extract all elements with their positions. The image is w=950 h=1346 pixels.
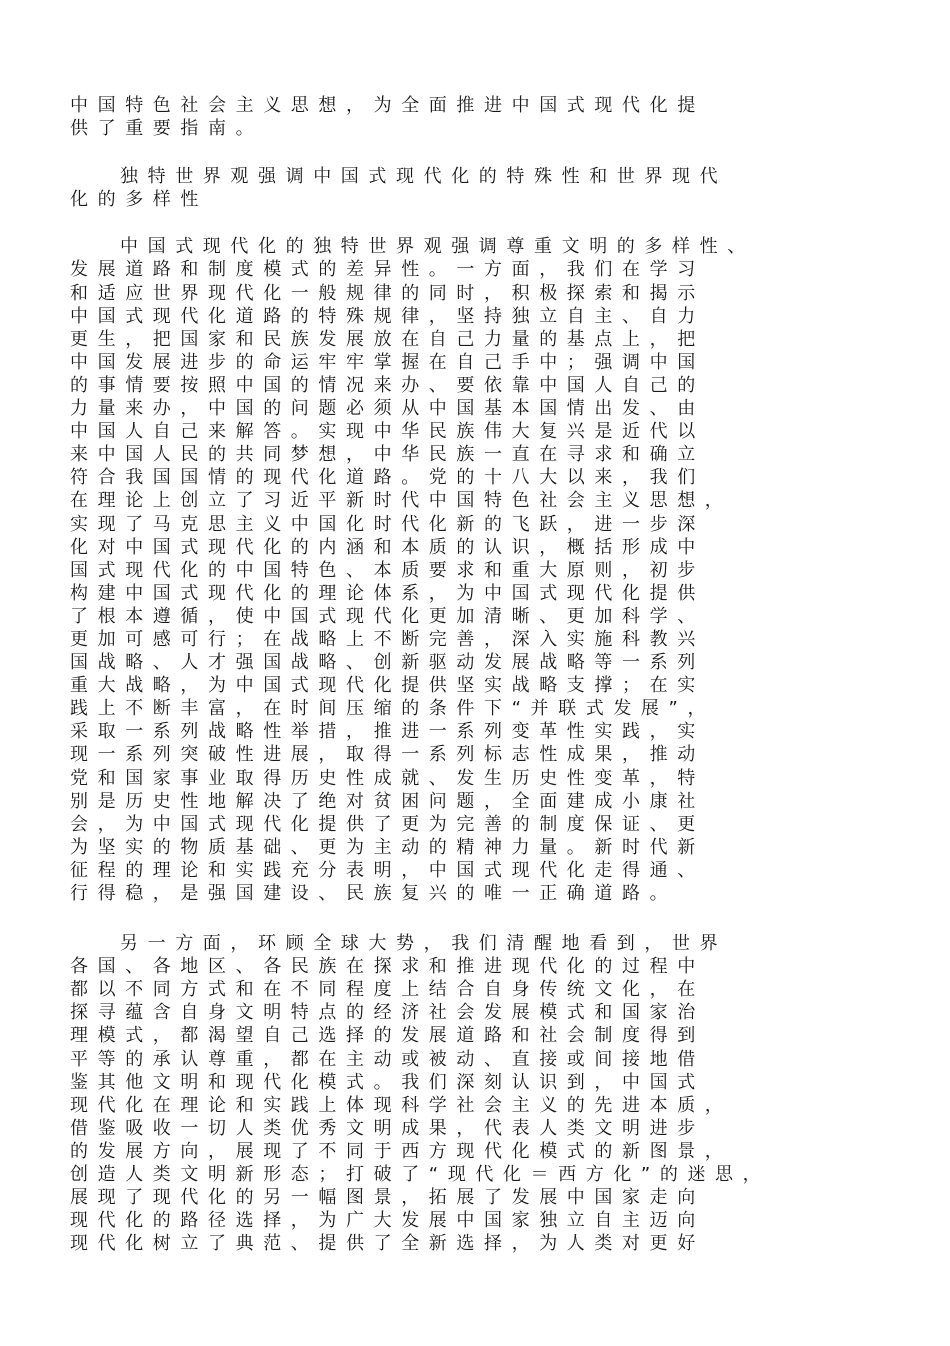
text-line: 的事情要按照中国的情况来办、要依靠中国人自己的 (70, 374, 705, 396)
heading-line: 化的多样性 (70, 189, 208, 211)
text-line: 鉴其他文明和现代化模式。我们深刻认识到，中国式 (70, 1071, 705, 1093)
text-line: 现一系列突破性进展，取得一系列标志性成果，推动 (70, 744, 705, 766)
text-line: 平等的承认尊重，都在主动或被动、直接或间接地借 (70, 1048, 705, 1070)
text-line: 中国人自己来解答。实现中华民族伟大复兴是近代以 (70, 421, 705, 443)
text-line: 各国、各地区、各民族在探求和推进现代化的过程中 (70, 956, 705, 978)
text-line: 供了重要指南。 (70, 118, 264, 140)
text-line: 展现了现代化的另一幅图景，拓展了发展中国家走向 (70, 1187, 705, 1209)
text-line: 中国式现代化的独特世界观强调尊重文明的多样性、 (120, 236, 755, 258)
text-line: 发展道路和制度模式的差异性。一方面，我们在学习 (70, 259, 705, 281)
text-line: 和适应世界现代化一般规律的同时，积极探索和揭示 (70, 282, 705, 304)
text-line: 了根本遵循，使中国式现代化更加清晰、更加科学、 (70, 605, 705, 627)
text-line: 党和国家事业取得历史性成就、发生历史性变革，特 (70, 767, 705, 789)
text-line: 符合我国国情的现代化道路。党的十八大以来，我们 (70, 467, 705, 489)
text-line: 力量来办，中国的问题必须从中国基本国情出发、由 (70, 398, 705, 420)
text-line: 更生，把国家和民族发展放在自己力量的基点上，把 (70, 328, 705, 350)
text-line: 采取一系列战略性举措，推进一系列变革性实践，实 (70, 721, 705, 743)
text-line: 更加可感可行；在战略上不断完善，深入实施科教兴 (70, 628, 705, 650)
heading-line: 独特世界观强调中国式现代化的特殊性和世界现代 (120, 166, 728, 188)
opening-paragraph (70, 94, 870, 140)
text-line: 行得稳，是强国建设、民族复兴的唯一正确道路。 (70, 883, 678, 904)
text-line: 探寻蕴含自身文明特点的经济社会发展模式和国家治 (70, 1002, 705, 1024)
text-line: 中国式现代化道路的特殊规律，坚持独立自主、自力 (70, 305, 705, 327)
text-line: 借鉴吸收一切人类优秀文明成果，代表人类文明进步 (70, 1117, 705, 1139)
text-line: 化对中国式现代化的内涵和本质的认识，概括形成中 (70, 536, 705, 558)
text-line: 践上不断丰富，在时间压缩的条件下“并联式发展”， (70, 698, 716, 720)
text-line: 现代化树立了典范、提供了全新选择，为人类对更好 (70, 1233, 705, 1255)
text-line: 构建中国式现代化的理论体系，为中国式现代化提供 (70, 582, 705, 604)
text-line: 别是历史性地解决了绝对贫困问题，全面建成小康社 (70, 790, 705, 812)
text-line: 为坚实的物质基础、更为主动的精神力量。新时代新 (70, 836, 705, 858)
text-line: 国战略、人才强国战略、创新驱动发展战略等一系列 (70, 652, 705, 674)
section-heading (70, 165, 870, 211)
text-line: 会，为中国式现代化提供了更为完善的制度保证、更 (70, 813, 705, 835)
text-line: 理模式，都渴望自己选择的发展道路和社会制度得到 (70, 1025, 705, 1047)
body-paragraph-2 (70, 932, 870, 1255)
text-line: 中国特色社会主义思想，为全面推进中国式现代化提 (70, 95, 705, 116)
text-line: 中国发展进步的命运牢牢掌握在自己手中；强调中国 (70, 351, 705, 373)
text-line: 的发展方向，展现了不同于西方现代化模式的新图景， (70, 1140, 733, 1162)
text-line: 都以不同方式和在不同程度上结合自身传统文化，在 (70, 979, 705, 1001)
text-line: 另一方面，环顾全球大势，我们清醒地看到，世界 (120, 933, 728, 955)
text-line: 现代化在理论和实践上体现科学社会主义的先进本质， (70, 1094, 733, 1116)
text-line: 实现了马克思主义中国化时代化新的飞跃，进一步深 (70, 513, 705, 535)
text-line: 重大战略，为中国式现代化提供坚实战略支撑；在实 (70, 675, 705, 697)
text-line: 来中国人民的共同梦想，中华民族一直在寻求和确立 (70, 444, 705, 466)
text-line: 现代化的路径选择，为广大发展中国家独立自主迈向 (70, 1210, 705, 1232)
document-page (70, 94, 870, 1255)
text-line: 征程的理论和实践充分表明，中国式现代化走得通、 (70, 859, 705, 881)
text-line: 国式现代化的中国特色、本质要求和重大原则，初步 (70, 559, 705, 581)
text-line: 创造人类文明新形态；打破了“现代化＝西方化”的迷思， (70, 1164, 771, 1186)
text-line: 在理论上创立了习近平新时代中国特色社会主义思想， (70, 490, 733, 512)
body-paragraph-1 (70, 235, 870, 905)
